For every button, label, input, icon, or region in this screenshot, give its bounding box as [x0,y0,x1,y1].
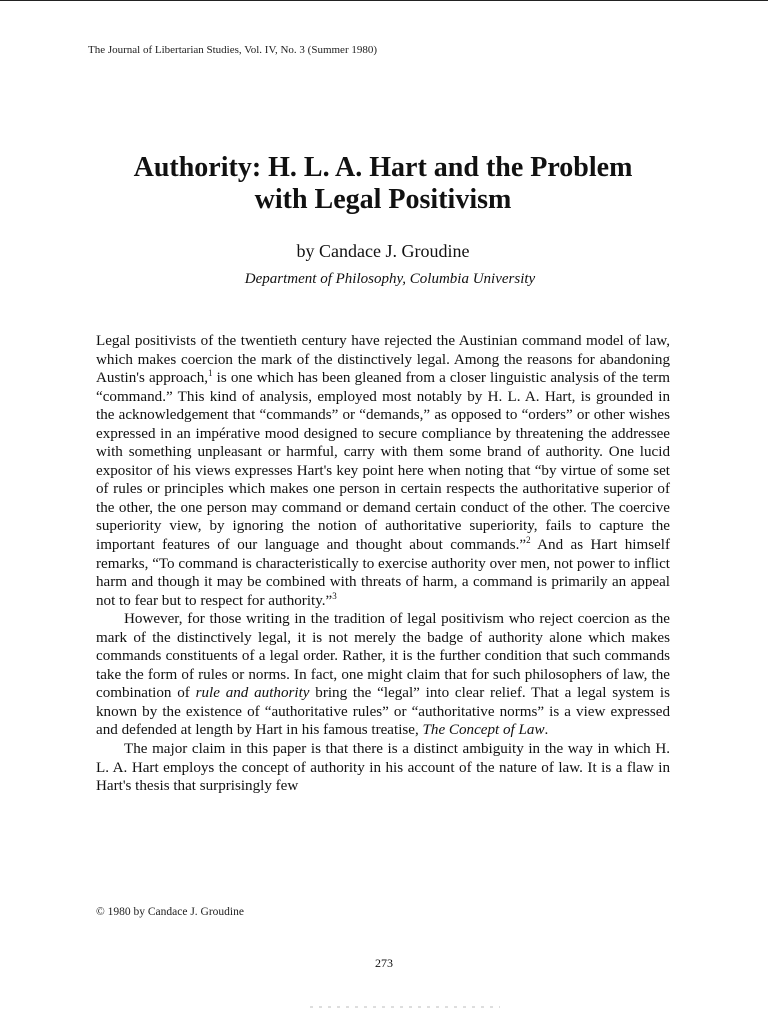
top-border-rule [0,0,768,1]
footnote-ref-3: 3 [332,590,337,601]
running-header: The Journal of Libertarian Studies, Vol. IV, No. 3 (Summer 1980) [88,44,378,56]
paragraph-2-part-a: However, for those writing in the tradition of legal positivism who reject coercion as the mark of the distinctively legal, it is not merely the badge of authority alone which makes commands constituents of a legal order. Rather, it is the further condition that such commands take the form of rules or norms. In fact, one might claim that for such philosophers of law, the combination of [96,611,670,702]
footnote-ref-2: 2 [526,534,531,545]
paragraph-3: The major claim in this paper is that there is a distinct ambiguity in the way in which H. L. A. Hart employs the concept of authority in his account of the nature of law. It is a flaw in Hart's thesis that surprisingly few [96,741,670,795]
paragraph-1-part-c: And as Hart himself remarks, “To command is characteristically to exercise authority over men, not power to inflict harm and though it may be combined with threats of harm, a command is primarily an appeal not to fear but to respect for authority.” [96,537,670,609]
book-title-concept-of-law: The Concept of Law [422,722,545,739]
title-line-1: Authority: H. L. A. Hart and the Problem [133,152,633,183]
article-title [80,152,686,216]
author-byline: by Candace J. Groudine [296,241,470,261]
paragraph-2-part-c: . [544,722,549,739]
emphasis-rule-and-authority: rule and authority [195,685,310,702]
paragraph-1-part-a: Legal positivists of the twentieth century have rejected the Austinian command model of law, which makes coercion the mark of the distinctively legal. Among the reasons for abandoning Austin's approach, [96,333,670,387]
author-affiliation: Department of Philosophy, Columbia University [244,271,536,287]
paragraph-1-part-b: is one which has been gleaned from a closer linguistic analysis of the term “command.” This kind of analysis, employed most notably by H. L. A. Hart, is grounded in the acknowledgement that “commands” or “demands,” as opposed to “orders” or other wishes expressed in an impérative mood designed to secure compliance by threatening the addressee with something unpleasant or harmful, carry with them some brand of authority. One lucid expositor of his views expresses Hart's key point here when noting that “by virtue of some set of rules or principles which makes one person in certain respects the authoritative superior of the other, the one person may command or demand certain conduct of the other. The coercive superiority view, by ignoring the notion of authoritative superiority, fails to capture the important features of our language and thought about commands.” [96,370,670,554]
copyright-footnote: © 1980 by Candace J. Groudine [96,906,244,918]
paragraph-1 [96,332,670,610]
paragraph-2 [96,610,670,740]
title-line-2: with Legal Positivism [254,184,512,215]
article-body [96,332,670,796]
paragraph-2-part-b: bring the “legal” into clear relief. That a legal system is known by the existence of “authoritative rules” or “authoritative norms” is a view expressed and defended at length by Hart in his famous treatise, [96,685,670,739]
footnote-ref-1: 1 [208,368,213,379]
page-number: 273 [375,956,393,970]
scan-artifact [310,1006,500,1008]
